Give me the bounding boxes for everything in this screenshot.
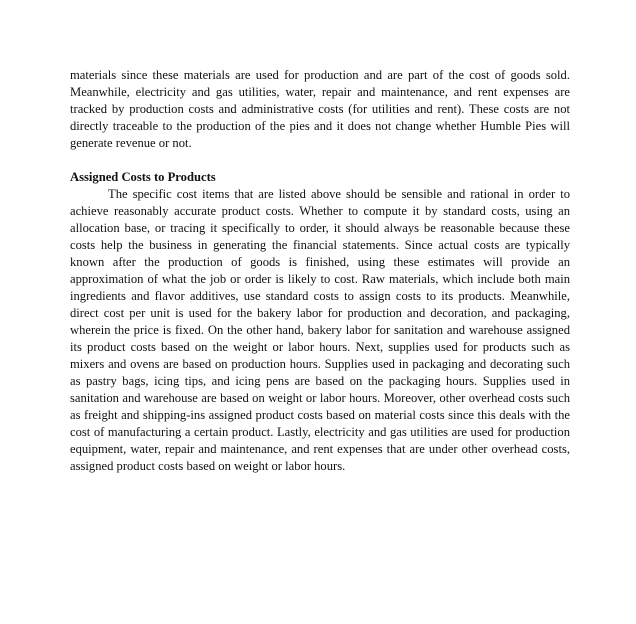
paragraph-assigned-costs: The specific cost items that are listed above should be sensible and rational in order to achieve reasonably accurate product costs. Whether to compute it by standard costs, using an allocation base, or tracing it specifically to order, it should always be reasonable because these costs help the business in generating the financial statements. Since actual costs are typically known after the production of goods is finished, using these estimates will provide an approximation of what the job or order is likely to cost. Raw materials, which include both main ingredients and flavor additives, use standard costs to assign costs to its products. Meanwhile, direct cost per unit is used for the bakery labor for production and decoration, and packaging, wherein the price is fixed. On the other hand, bakery labor for sanitation and warehouse assigned its product costs based on the weight or labor hours. Next, supplies used for products such as mixers and ovens are based on production hours. Supplies used in packaging and decorating such as pastry bags, icing tips, and icing pens are based on the packaging hours. Supplies used in sanitation and warehouse are based on weight or labor hours. Moreover, other overhead costs such as freight and shipping-ins assigned product costs based on material costs since this deals with the cost of manufacturing a certain product. Lastly, electricity and gas utilities are used for production equipment, water, repair and maintenance, and rent expenses that are under other overhead costs, assigned product costs based on weight or labor hours. (70, 187, 570, 473)
section-heading: Assigned Costs to Products (70, 170, 216, 184)
paragraph-intro: materials since these materials are used for production and are part of the cost of goods sold. Meanwhile, electricity and gas utilities, water, repair and maintenance, and rent expenses are tracked by production costs and administrative costs (for utilities and rent). These costs are not directly traceable to the production of the pies and it does not change whether Humble Pies will generate revenue or not. (70, 68, 570, 150)
document-page (70, 67, 570, 475)
